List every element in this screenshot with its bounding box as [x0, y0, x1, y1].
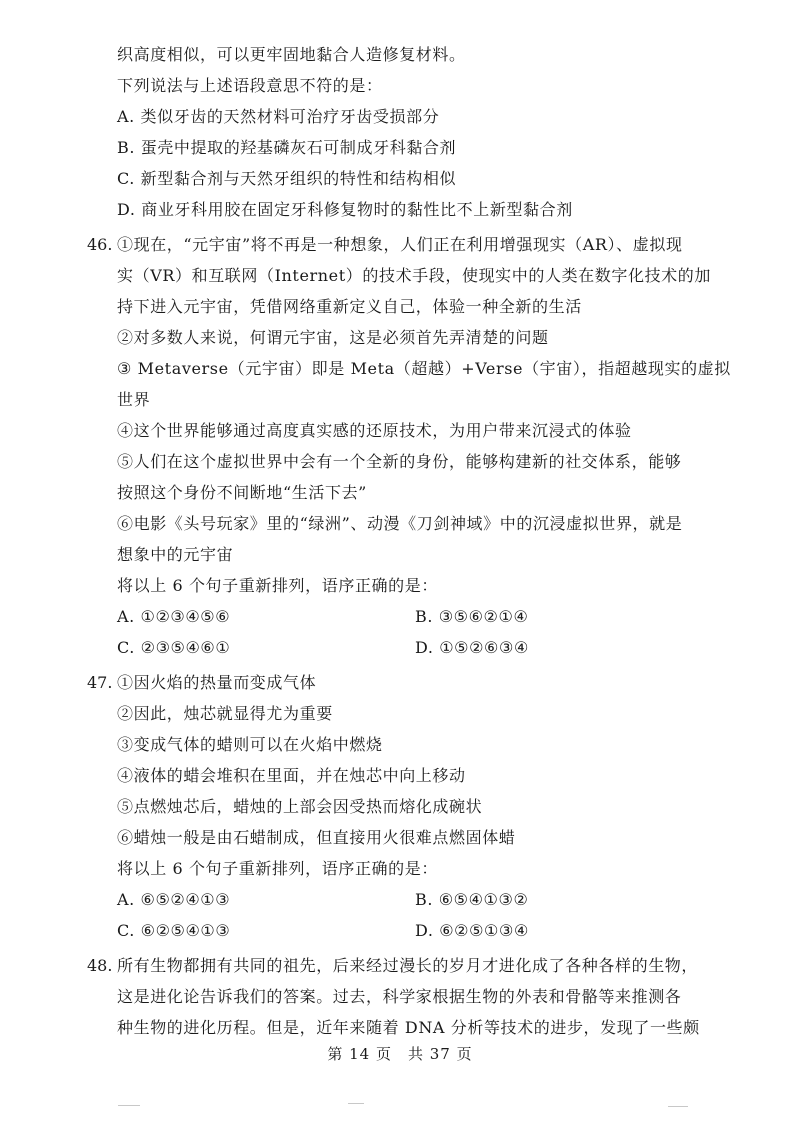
q47-prompt: 将以上 6 个句子重新排列，语序正确的是：: [117, 859, 438, 878]
q47-line: ④液体的蜡会堆积在里面，并在烛芯中向上移动: [117, 766, 466, 785]
q48-line: 这是进化论告诉我们的答案。过去，科学家根据生物的外表和骨骼等来推测各: [117, 987, 682, 1006]
q45-prompt: 下列说法与上述语段意思不符的是：: [117, 76, 383, 95]
q47-option-d[interactable]: D. ⑥②⑤①③④: [415, 921, 529, 940]
q45-option-c[interactable]: C. 新型黏合剂与天然牙组织的特性和结构相似: [117, 169, 457, 188]
q48-line: 所有生物都拥有共同的祖先，后来经过漫长的岁月才进化成了各种各样的生物，: [117, 956, 699, 975]
q47-option-a[interactable]: A. ⑥⑤②④①③: [117, 890, 231, 909]
q45-option-d[interactable]: D. 商业牙科用胶在固定牙科修复物时的黏性比不上新型黏合剂: [117, 200, 573, 219]
page-footer: 第 14 页 共 37 页: [327, 1045, 473, 1063]
q46-line: 想象中的元宇宙: [117, 545, 234, 564]
q46-option-a[interactable]: A. ①②③④⑤⑥: [117, 607, 231, 626]
scan-speck: [348, 1103, 364, 1104]
q45-option-b[interactable]: B. 蛋壳中提取的羟基磷灰石可制成牙科黏合剂: [117, 138, 457, 157]
scan-speck: [118, 1105, 140, 1106]
q46-line: 持下进入元宇宙，凭借网络重新定义自己，体验一种全新的生活: [117, 297, 582, 316]
q46-line: 按照这个身份不间断地“生活下去”: [117, 483, 367, 502]
q47-option-c[interactable]: C. ⑥②⑤④①③: [117, 921, 231, 940]
q46-option-b[interactable]: B. ③⑤⑥②①④: [415, 607, 529, 626]
q45-passage-line: 织高度相似，可以更牢固地黏合人造修复材料。: [117, 45, 466, 64]
q46-line: ⑥电影《头号玩家》里的“绿洲”、动漫《刀剑神域》中的沉浸虚拟世界，就是: [117, 514, 683, 533]
q46-option-c[interactable]: C. ②③⑤④⑥①: [117, 638, 231, 657]
q46-prompt: 将以上 6 个句子重新排列，语序正确的是：: [117, 576, 438, 595]
q46-line: ④这个世界能够通过高度真实感的还原技术，为用户带来沉浸式的体验: [117, 421, 632, 440]
q48-line: 种生物的进化历程。但是，近年来随着 DNA 分析等技术的进步，发现了一些颇: [117, 1018, 700, 1037]
q46-option-d[interactable]: D. ①⑤②⑥③④: [415, 638, 529, 657]
q45-option-a[interactable]: A. 类似牙齿的天然材料可治疗牙齿受损部分: [117, 107, 440, 126]
q47-option-b[interactable]: B. ⑥⑤④①③②: [415, 890, 529, 909]
q47-line: ①因火焰的热量而变成气体: [117, 673, 317, 692]
scan-speck: [668, 1106, 688, 1107]
q46-line: 实（VR）和互联网（Internet）的技术手段，使现实中的人类在数字化技术的加: [117, 266, 711, 285]
q47-number: 47.: [87, 673, 113, 692]
q46-number: 46.: [87, 235, 113, 254]
q46-line: ①现在，“元宇宙”将不再是一种想象，人们正在利用增强现实（AR）、虚拟现: [117, 235, 683, 254]
q46-line: ②对多数人来说，何谓元宇宙，这是必须首先弄清楚的问题: [117, 328, 549, 347]
q47-line: ⑤点燃烛芯后，蜡烛的上部会因受热而熔化成碗状: [117, 797, 483, 816]
q46-line: 世界: [117, 390, 151, 409]
q46-line: ⑤人们在这个虚拟世界中会有一个全新的身份，能够构建新的社交体系，能够: [117, 452, 682, 471]
q47-line: ③变成气体的蜡则可以在火焰中燃烧: [117, 735, 383, 754]
q48-number: 48.: [87, 956, 113, 975]
q46-line: ③ Metaverse（元宇宙）即是 Meta（超越）+Verse（宇宙），指超越现实的虚拟: [117, 359, 731, 378]
q47-line: ⑥蜡烛一般是由石蜡制成，但直接用火很难点燃固体蜡: [117, 828, 516, 847]
q47-line: ②因此，烛芯就显得尤为重要: [117, 704, 333, 723]
